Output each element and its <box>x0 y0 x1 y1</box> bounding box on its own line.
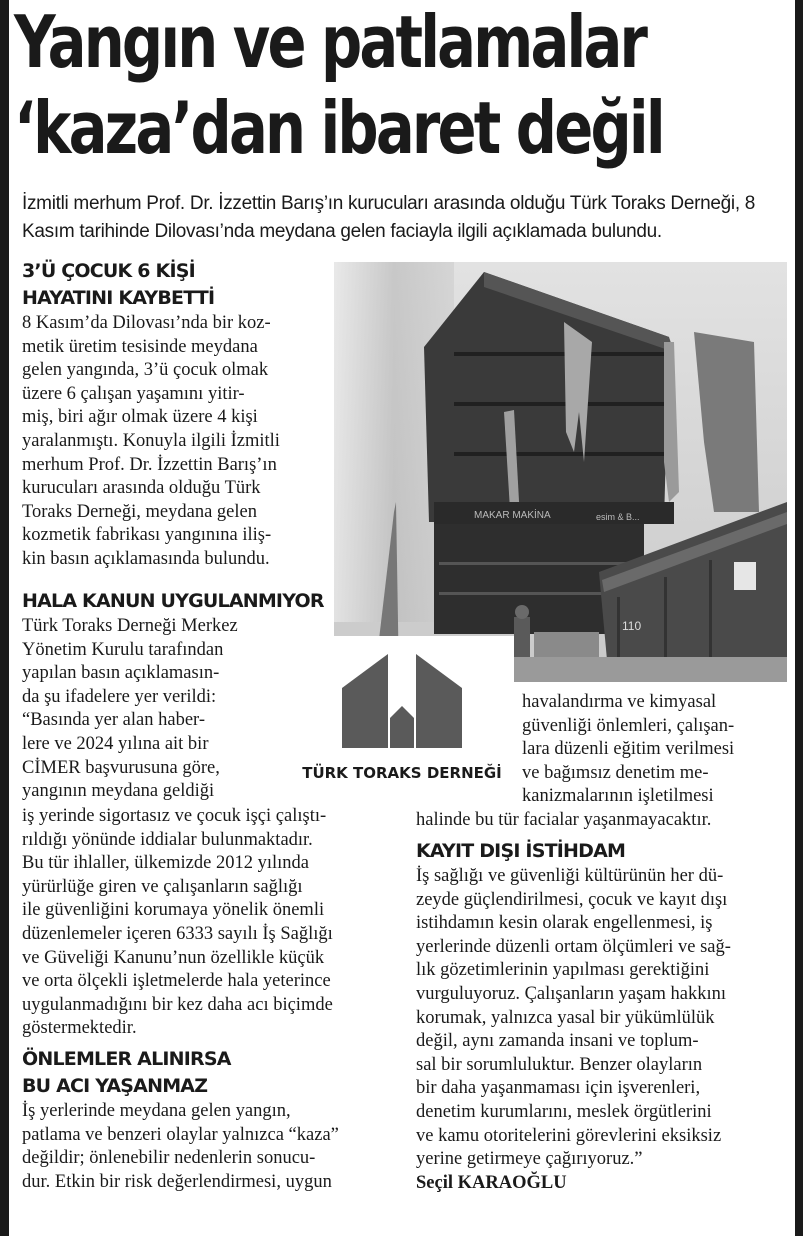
building-photo-image <box>334 262 787 682</box>
sign-text: MAKAR MAKİNA <box>474 510 551 521</box>
text-line: dur. Etkin bir risk değerlendirmesi, uygun <box>22 1171 332 1192</box>
text-line: yürürlüğe giren ve çalışanların sağlığı <box>22 876 303 897</box>
left-lung-shape <box>342 654 388 748</box>
text-line: uygulanmadığını bir kez daha acı biçimde <box>22 994 333 1015</box>
text-line: kozmetik fabrikası yangınına iliş- <box>22 525 272 546</box>
text-line: havalandırma ve kimyasal <box>522 692 717 712</box>
text-line: yaralanmıştı. Konuyla ilgili İzmitli <box>22 430 280 451</box>
section-heading: ÖNLEMLER ALINIRSA <box>22 1048 231 1070</box>
text-line: iş yerinde sigortasız ve çocuk işçi çalıştı- <box>22 806 327 826</box>
fire-damaged-building-photo <box>334 262 787 682</box>
text-line: değil, aynı zamanda insani ve toplum- <box>416 1031 699 1052</box>
text-line: yerine getirmeye çağırıyoruz.” <box>416 1149 643 1170</box>
turk-toraks-dernegi-logo <box>290 636 514 786</box>
text-line: denetim kurumlarını, meslek örgütlerini <box>416 1101 712 1122</box>
right-continuation-wide <box>416 809 794 833</box>
container-number: 110 <box>622 619 642 633</box>
headline-line: ‘kaza’dan ibaret değil <box>14 86 663 170</box>
text-line: lere ve 2024 yılına ait bir <box>22 733 209 754</box>
section-heading: 3’Ü ÇOCUK 6 KİŞİ <box>22 260 195 282</box>
section-heading: HAYATINI KAYBETTİ <box>22 287 215 309</box>
text-line: Yönetim Kurulu tarafından <box>22 639 224 660</box>
text-line: ve orta ölçekli işletmelerde hala yeterince <box>22 971 331 992</box>
text-line: vurguluyoruz. Çalışanların yaşam hakkını <box>416 983 726 1004</box>
text-line: CİMER başvurusuna göre, <box>22 757 220 778</box>
text-line: Toraks Derneği, meydana gelen <box>22 501 257 522</box>
text-line: İş sağlığı ve güvenliği kültürünün her dü- <box>416 866 724 886</box>
section-3 <box>22 1046 407 1194</box>
text-line: bir daha yaşanmaması için işverenleri, <box>416 1078 701 1099</box>
lead-paragraph: İzmitli merhum Prof. Dr. İzzettin Barış’ın kurucuları arasında olduğu Türk Toraks Derneği, 8 Kasım tarihinde Dilovası’nda meydana gelen faciayla ilgili açıklamada bulundu. <box>22 193 756 242</box>
trachea-shape <box>390 706 414 748</box>
text-line: ve bağımsız denetim me- <box>522 762 709 783</box>
text-line: rıldığı yönünde iddialar bulunmaktadır. <box>22 829 313 850</box>
text-line: yapılan basın açıklamasın- <box>22 663 220 684</box>
text-line: kurucuları arasında olduğu Türk <box>22 478 261 499</box>
lungs-logo-icon <box>290 636 514 786</box>
text-line: halinde bu tür facialar yaşanmayacaktır. <box>416 810 712 830</box>
text-line: miş, biri ağır olmak üzere 4 kişi <box>22 407 258 428</box>
text-line: merhum Prof. Dr. İzzettin Barış’ın <box>22 454 277 475</box>
text-line: kin basın açıklamasında bulundu. <box>22 548 270 569</box>
text-line: ve kamu otoritelerini görevlerini eksiksiz <box>416 1125 722 1146</box>
headline-line: Yangın ve patlamalar <box>14 0 646 84</box>
text-line: yerlerinde düzenli ortam ölçümleri ve sağ- <box>416 936 731 957</box>
headline <box>14 0 663 172</box>
page-border-right <box>795 0 803 1236</box>
text-line: istihdamın kesin olarak engellenmesi, iş <box>416 913 713 934</box>
logo-text: TÜRK TORAKS DERNEĞİ <box>302 764 502 782</box>
text-line: metik üretim tesisinde meydana <box>22 336 258 357</box>
page-border-left <box>0 0 9 1236</box>
text-line: üzere 6 çalışan yaşamını yitir- <box>22 383 245 404</box>
text-line: gelen yangında, 3’ü çocuk olmak <box>22 360 269 381</box>
right-continuation <box>522 691 792 809</box>
text-line: Türk Toraks Derneği Merkez <box>22 616 238 636</box>
text-line: Bu tür ihlaller, ülkemizde 2012 yılında <box>22 853 309 874</box>
text-line: sal bir sorumluluktur. Benzer olayların <box>416 1054 703 1075</box>
text-line: lara düzenli eğitim verilmesi <box>522 739 735 760</box>
text-line: patlama ve benzeri olaylar yalnızca “kaza” <box>22 1124 339 1145</box>
text-line: ve Güveliği Kanunu’nun özellikle küçük <box>22 947 325 968</box>
text-line: lık gözetimlerinin yapılması gerektiğini <box>416 960 710 981</box>
section-4 <box>416 838 794 1195</box>
text-line: 8 Kasım’da Dilovası’nda bir koz- <box>22 313 271 333</box>
right-lung-shape <box>416 654 462 748</box>
text-line: ile güvenliğini korumaya yönelik önemli <box>22 900 325 921</box>
text-line: yangının meydana geldiği <box>22 781 215 802</box>
text-line: da şu ifadelere yer verildi: <box>22 686 217 707</box>
text-line: düzenlemeler içeren 6333 sayılı İş Sağlığı <box>22 923 333 944</box>
text-line: zeyde güçlendirilmesi, çocuk ve kayıt dışı <box>416 889 728 910</box>
section-heading: KAYIT DIŞI İSTİHDAM <box>416 840 626 862</box>
author-signature: Seçil KARAOĞLU <box>416 1172 567 1193</box>
section-2-continued <box>22 805 407 1041</box>
section-heading: HALA KANUN UYGULANMIYOR <box>22 590 324 612</box>
section-heading: BU ACI YAŞANMAZ <box>22 1075 208 1097</box>
text-line: korumak, yalnızca yasal bir yükümlülük <box>416 1007 715 1028</box>
text-line: “Basında yer alan haber- <box>22 710 205 731</box>
text-line: kanizmalarının işletilmesi <box>522 786 714 807</box>
section-1 <box>22 258 322 572</box>
text-line: İş yerlerinde meydana gelen yangın, <box>22 1101 291 1121</box>
text-line: güvenliği önlemleri, çalışan- <box>522 715 735 736</box>
text-line: göstermektedir. <box>22 1018 137 1039</box>
sign-text-2: esim & B... <box>596 512 640 522</box>
text-line: değildir; önlenebilir nedenlerin sonucu- <box>22 1148 316 1169</box>
